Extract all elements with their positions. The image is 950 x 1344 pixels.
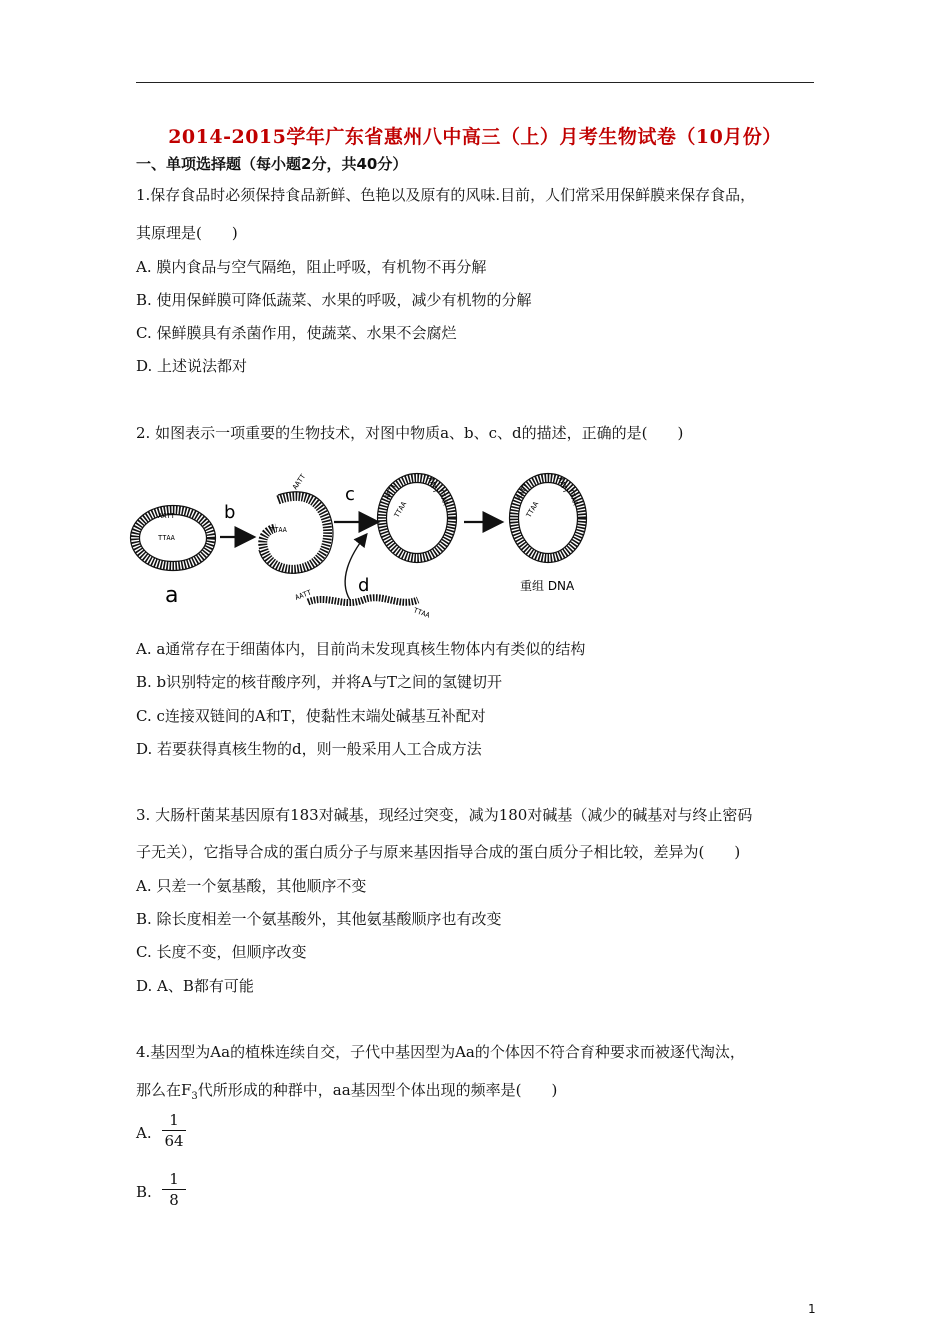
recombinant-plasmid	[510, 474, 587, 594]
ligation-seq-3: AATT	[426, 475, 440, 495]
recombinant-label: 重组 DNA	[520, 579, 575, 593]
q1-option-d: D. 上述说法都对	[136, 357, 248, 375]
q4-option-b-label: B.	[136, 1183, 152, 1201]
recombinant-seq-4: TTAA	[566, 487, 580, 507]
q1-stem-line1: 1.保存食品时必须保持食品新鲜、色艳以及原有的风味.目前，人们常采用保鲜膜来保存食品，	[136, 186, 756, 204]
q4-stem-line2	[136, 1079, 557, 1102]
label-d: d	[358, 575, 370, 596]
q4-option-b-denominator: 8	[169, 1191, 179, 1209]
q2-option-b: B. b识别特定的核苷酸序列，并将A与T之间的氢键切开	[136, 673, 503, 691]
header-rule	[136, 82, 814, 83]
q2-option-d: D. 若要获得真核生物的d，则一般采用人工合成方法	[136, 740, 482, 758]
q3-stem-line1: 3. 大肠杆菌某基因原有183对碱基，现经过突变，减为180对碱基（减少的碱基对与终止密码	[136, 806, 753, 824]
label-a: a	[165, 583, 179, 608]
q1-option-c: C. 保鲜膜具有杀菌作用，使蔬菜、水果不会腐烂	[136, 324, 457, 342]
q4-option-a-denominator: 64	[164, 1132, 184, 1150]
recombinant-dna-figure	[128, 460, 598, 630]
q1-option-b: B. 使用保鲜膜可降低蔬菜、水果的呼吸，减少有机物的分解	[136, 291, 532, 309]
exam-title: 2014-2015学年广东省惠州八中高三（上）月考生物试卷（10月份）	[168, 126, 782, 148]
q4-stem-line2-pre: 那么在F	[136, 1081, 192, 1099]
q4-option-a-fraction	[162, 1111, 186, 1150]
q4-stem-line2-sub: 3	[191, 1091, 198, 1102]
fragment-d-right-seq: TTAA	[412, 606, 431, 620]
ligation-seq-2: TTAA	[392, 500, 409, 519]
plasmid-a	[131, 506, 216, 609]
q2-option-c: C. c连接双链间的A和T，使黏性末端处碱基互补配对	[136, 707, 486, 725]
page-number: 1	[808, 1302, 816, 1316]
ligation-plasmid	[378, 474, 457, 563]
recombinant-seq-1: AATT	[514, 482, 531, 501]
cut-plasmid-bottom-seq: TTAA	[270, 526, 287, 534]
section-heading: 一、单项选择题（每小题2分，共40分）	[136, 155, 408, 173]
plasmid-a-top-seq: AATT	[158, 512, 175, 520]
ligation-seq-4: TTAA	[436, 487, 450, 507]
recombinant-seq-3: AATT	[556, 475, 570, 495]
plasmid-a-bottom-seq: TTAA	[158, 534, 175, 542]
q3-stem-line2: 子无关），它指导合成的蛋白质分子与原来基因指导合成的蛋白质分子相比较，差异为( )	[136, 843, 741, 861]
q3-option-b: B. 除长度相差一个氨基酸外，其他氨基酸顺序也有改变	[136, 910, 502, 928]
label-c: c	[345, 484, 355, 505]
q3-option-a: A. 只差一个氨基酸，其他顺序不变	[136, 877, 367, 895]
q4-option-b-fraction	[162, 1170, 186, 1209]
q1-option-a: A. 膜内食品与空气隔绝，阻止呼吸，有机物不再分解	[136, 258, 487, 276]
q4-option-b-numerator: 1	[162, 1170, 186, 1190]
label-b: b	[224, 502, 236, 523]
recombinant-seq-2: TTAA	[524, 500, 541, 519]
q2-stem: 2. 如图表示一项重要的生物技术，对图中物质a、b、c、d的描述，正确的是( )	[136, 424, 684, 442]
q4-option-a-label: A.	[136, 1124, 152, 1142]
q2-option-a: A. a通常存在于细菌体内，目前尚未发现真核生物体内有类似的结构	[136, 640, 586, 658]
q4-stem-line1: 4.基因型为Aa的植株连续自交，子代中基因型为Aa的个体因不符合育种要求而被逐代淘汰，	[136, 1043, 745, 1061]
q3-option-d: D. A、B都有可能	[136, 977, 254, 995]
fragment-d	[294, 575, 432, 620]
cut-plasmid	[259, 472, 333, 573]
ligation-seq-1: AATT	[382, 482, 399, 501]
q1-stem-line2: 其原理是( )	[136, 224, 238, 242]
q4-option-a-numerator: 1	[162, 1111, 186, 1131]
q4-stem-line2-post: 代所形成的种群中，aa基因型个体出现的频率是( )	[197, 1081, 558, 1099]
cut-plasmid-top-seq: AATT	[291, 472, 308, 492]
fragment-d-left-seq: AATT	[293, 588, 313, 602]
q3-option-c: C. 长度不变，但顺序改变	[136, 943, 307, 961]
